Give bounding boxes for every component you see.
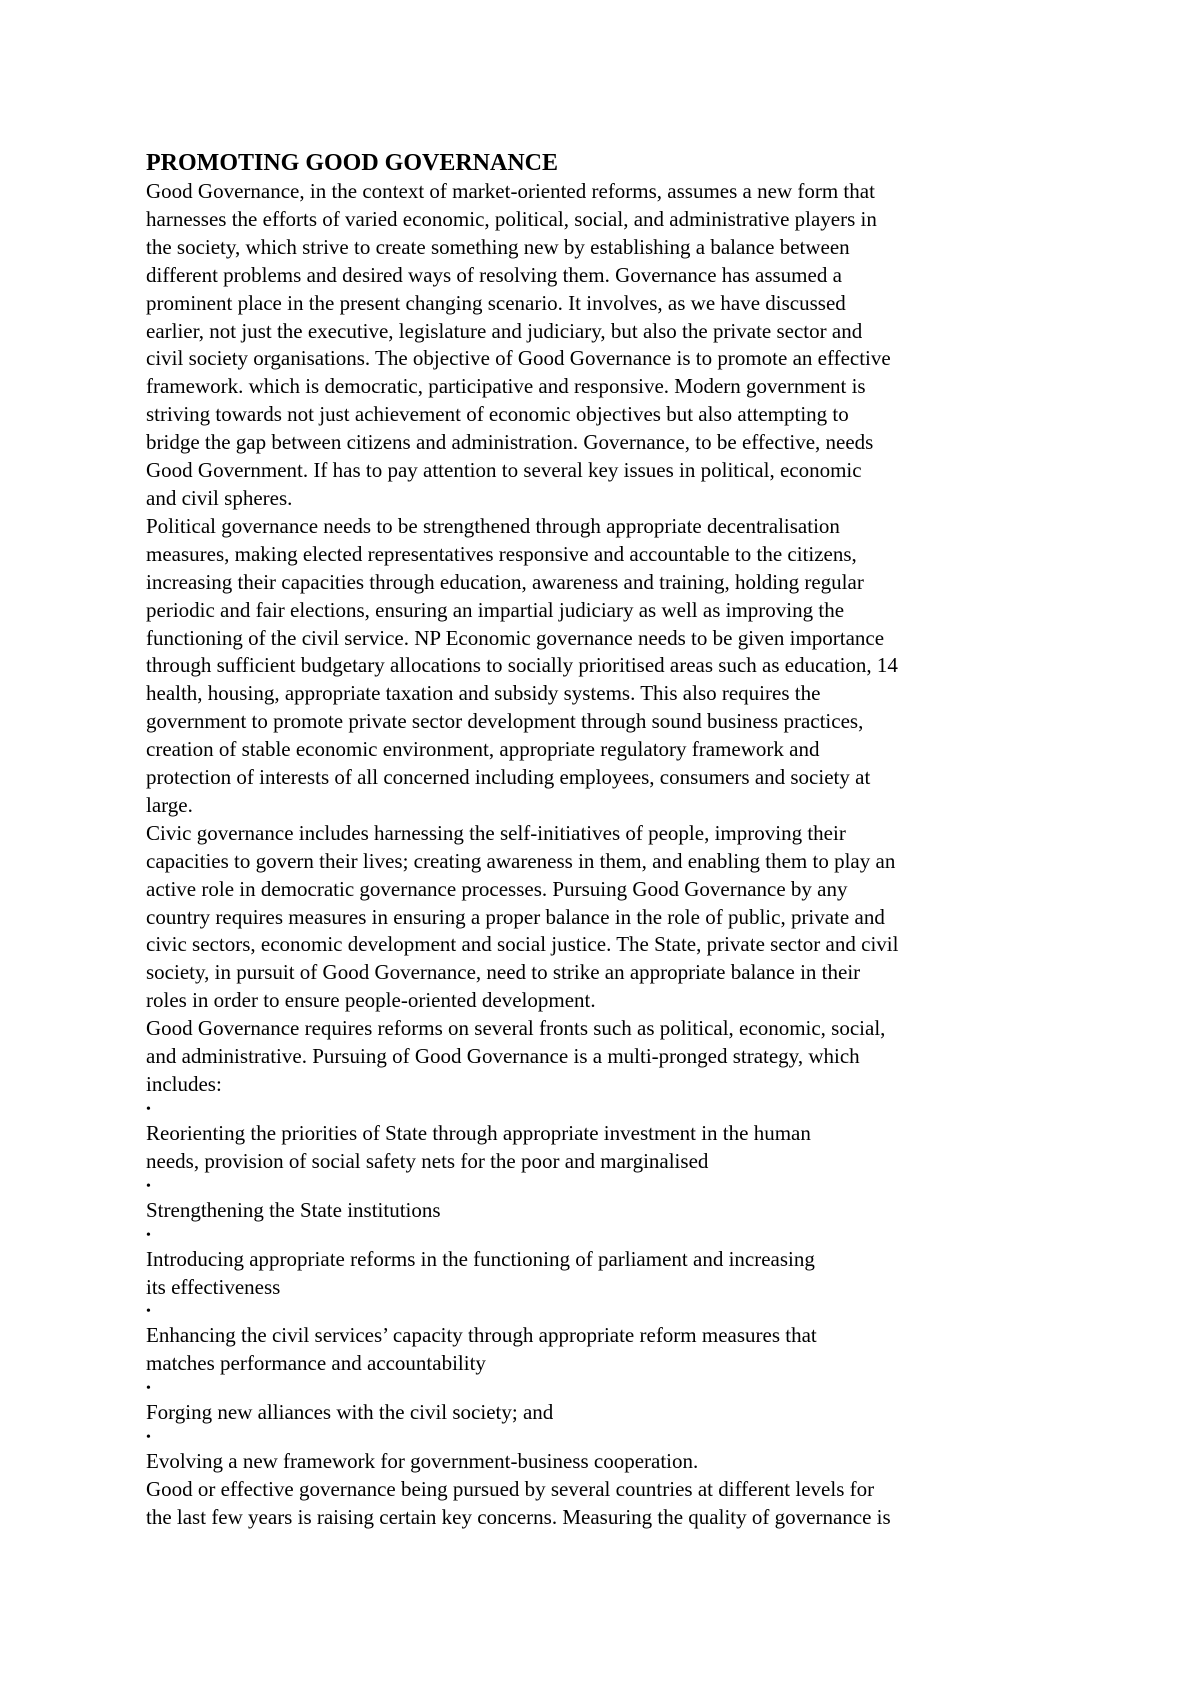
bullet-text: Reorienting the priorities of State through appropriate investment in the human needs, provision of social safety nets for the poor and marginalised (146, 1120, 811, 1173)
bullet-text: Enhancing the civil services’ capacity through appropriate reform measures that matches performance and accountability (146, 1323, 817, 1376)
list-item (146, 1378, 1026, 1427)
document-title: PROMOTING GOOD GOVERNANCE (146, 150, 559, 176)
bullet-text: Forging new alliances with the civil society; and (146, 1400, 554, 1425)
paragraph-reforms-intro: Good Governance requires reforms on several fronts such as political, economic, social, and administrative. Pursuing of Good Governance is a multi-pronged strategy, which includes: (146, 1016, 886, 1096)
bullet-icon: • (146, 1101, 151, 1117)
list-item (146, 1176, 1026, 1225)
list-item (146, 1301, 1026, 1378)
bullet-icon: • (146, 1430, 151, 1446)
bullet-icon: • (146, 1178, 151, 1194)
bullet-text: Evolving a new framework for government-business cooperation. (146, 1449, 699, 1474)
document-body (146, 148, 1026, 1532)
paragraph-intro-1: Good Governance, in the context of market-oriented reforms, assumes a new form that harnesses the efforts of varied economic, political, social, and administrative players in the society, which strive to create something new by establishing a balance between different problems and desired ways of resolving them. Governance has assumed a prominent place in the present changing scenario. It involves, as we have discussed earlier, not just the executive, legislature and judiciary, but also the private sector and civil society organisations. The objective of Good Governance is to promote an effective framework. which is democratic, participative and responsive. Modern government is striving towards not just achievement of economic objectives but also attempting to bridge the gap between citizens and administration. Governance, to be effective, needs Good Government. If has to pay attention to several key issues in political, economic and civil spheres. (146, 179, 891, 510)
bullet-icon: • (146, 1227, 151, 1243)
bullet-icon: • (146, 1304, 151, 1320)
strategy-bullet-list (146, 1099, 1026, 1476)
bullet-icon: • (146, 1381, 151, 1397)
list-item (146, 1099, 1026, 1176)
bullet-text: Strengthening the State institutions (146, 1197, 441, 1222)
paragraph-closing: Good or effective governance being pursued by several countries at different levels for the last few years is raising certain key concerns. Measuring the quality of governance is (146, 1477, 891, 1529)
paragraph-civic-governance: Civic governance includes harnessing the self-initiatives of people, improving their capacities to govern their lives; creating awareness in them, and enabling them to play an active role in democratic governance processes. Pursuing Good Governance by any country requires measures in ensuring a proper balance in the role of public, private and civic sectors, economic development and social justice. The State, private sector and civil society, in pursuit of Good Governance, need to strike an appropriate balance in their roles in order to ensure people-oriented development. (146, 820, 899, 1013)
list-item (146, 1427, 1026, 1476)
paragraph-political-governance: Political governance needs to be strengthened through appropriate decentralisation measures, making elected representatives responsive and accountable to the citizens, increasing their capacities through education, awareness and training, holding regular periodic and fair elections, ensuring an impartial judiciary as well as improving the functioning of the civil service. NP Economic governance needs to be given importance through sufficient budgetary allocations to socially prioritised areas such as education, 14 health, housing, appropriate taxation and subsidy systems. This also requires the government to promote private sector development through sound business practices, creation of stable economic environment, appropriate regulatory framework and protection of interests of all concerned including employees, consumers and society at large. (146, 513, 898, 817)
bullet-text: Introducing appropriate reforms in the functioning of parliament and increasing its effectiveness (146, 1246, 815, 1299)
list-item (146, 1225, 1026, 1302)
